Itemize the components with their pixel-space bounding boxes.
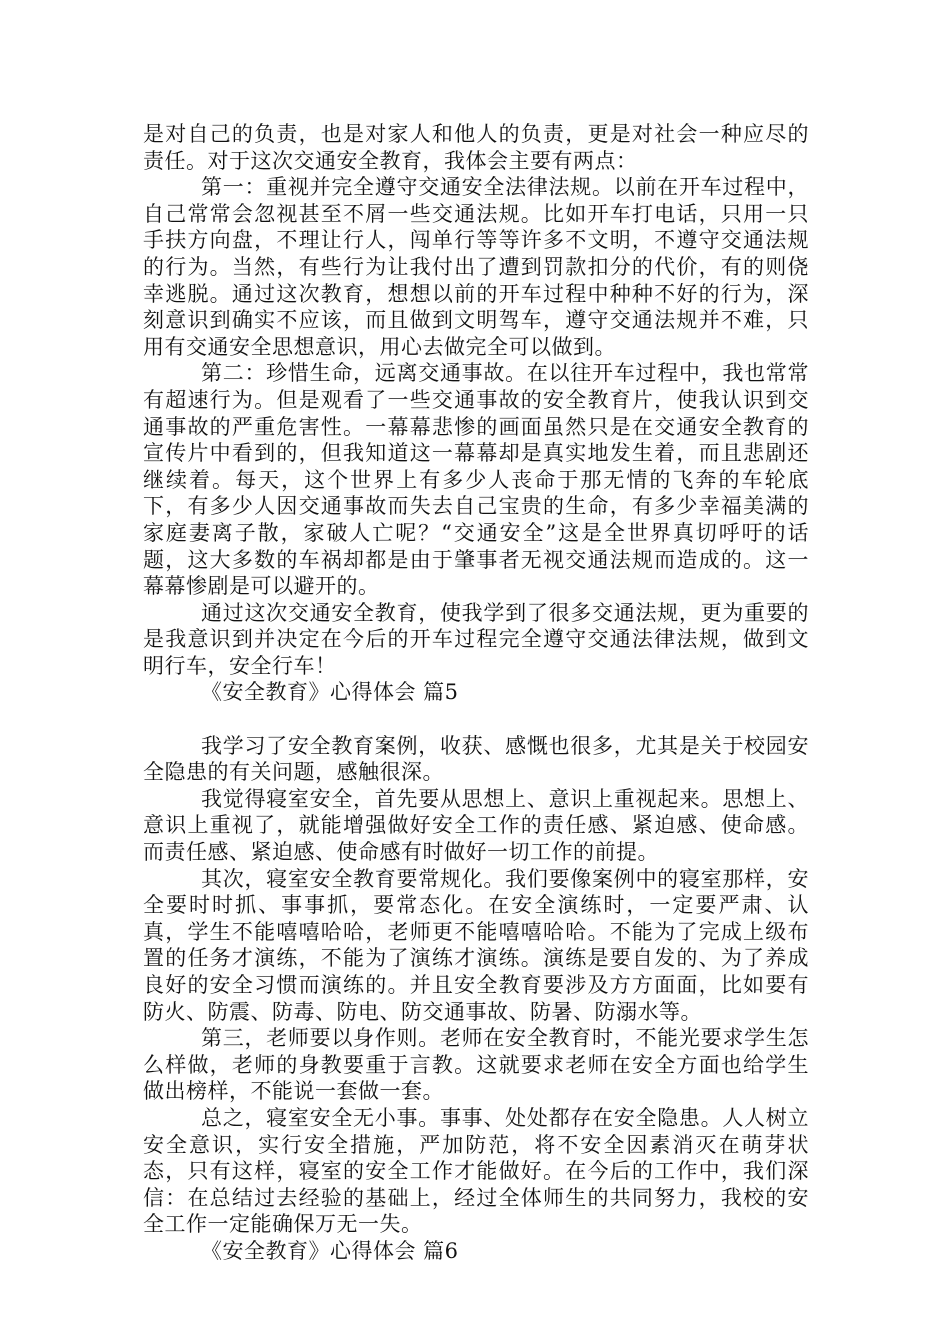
paragraph-second-point: 第二：珍惜生命，远离交通事故。在以往开车过程中，我也常常有超速行为。但是观看了一些交通事故的安全教育片，使我认识到交通事故的严重危害性。一幕幕悲惨的画面虽然只是在交通安全教育的宣传片中看到的，但我知道这一幕幕却是真实地发生着，而且悲剧还继续着。每天，这个世界上有多少人丧命于那无情的飞奔的车轮底下，有多少人因交通事故而失去自己宝贵的生命，有多少幸福美满的家庭妻离子散，家破人亡呢？“交通安全”这是全世界真切呼吁的话题，这大多数的车祸却都是由于肇事者无视交通法规而造成的。这一幕幕惨剧是可以避开的。 [143,361,809,599]
paragraph-5-4: 第三，老师要以身作则。老师在安全教育时，不能光要求学生怎么样做，老师的身教要重于言教。这就要求老师在安全方面也给学生做出榜样，不能说一套做一套。 [143,1026,809,1104]
section-heading-5: 《安全教育》心得体会 篇5 [201,680,459,705]
blank-line [143,706,809,733]
paragraph-5-1: 我学习了安全教育案例，收获、感慨也很多，尤其是关于校园安全隐患的有关问题，感触很深。 [143,733,809,785]
paragraph-5-3: 其次，寝室安全教育要常规化。我们要像案例中的寝室那样，安全要时时抓、事事抓，要常态化。在安全演练时，一定要严肃、认真，学生不能嘻嘻哈哈，老师更不能嘻嘻哈哈。不能为了完成上级布置的任务才演练，不能为了演练才演练。演练是要自发的、为了养成良好的安全习惯而演练的。并且安全教育要涉及方方面面，比如要有防火、防震、防毒、防电、防交通事故、防暑、防溺水等。 [143,866,809,1024]
document-page [143,121,809,1265]
paragraph-5-2: 我觉得寝室安全，首先要从思想上、意识上重视起来。思想上、意识上重视了，就能增强做好安全工作的责任感、紧迫感、使命感。而责任感、紧迫感、使命感有时做好一切工作的前提。 [143,786,809,865]
paragraph-conclusion: 通过这次交通安全教育，使我学到了很多交通法规，更为重要的是我意识到并决定在今后的开车过程完全遵守交通法律法规，做到文明行车，安全行车！ [143,600,809,678]
paragraph-5-5: 总之，寝室安全无小事。事事、处处都存在安全隐患。人人树立安全意识，实行安全措施，严加防范，将不安全因素消灭在萌芽状态，只有这样，寝室的安全工作才能做好。在今后的工作中，我们深信：在总结过去经验的基础上，经过全体师生的共同努力，我校的安全工作一定能确保万无一失。 [143,1105,809,1237]
paragraph-first-point: 第一：重视并完全遵守交通安全法律法规。以前在开车过程中，自己常常会忽视甚至不屑一些交通法规。比如开车打电话，只用一只手扶方向盘，不理让行人，闯单行等等许多不文明，不遵守交通法规的行为。当然，有些行为让我付出了遭到罚款扣分的代价，有的则侥幸逃脱。通过这次教育，想想以前的开车过程中种种不好的行为，深刻意识到确实不应该，而且做到文明驾车，遵守交通法规并不难，只用有交通安全思想意识，用心去做完全可以做到。 [143,175,809,359]
section-heading-6: 《安全教育》心得体会 篇6 [201,1238,459,1263]
paragraph-intro: 是对自己的负责，也是对家人和他人的负责，更是对社会一种应尽的责任。对于这次交通安全教育，我体会主要有两点： [143,122,809,173]
